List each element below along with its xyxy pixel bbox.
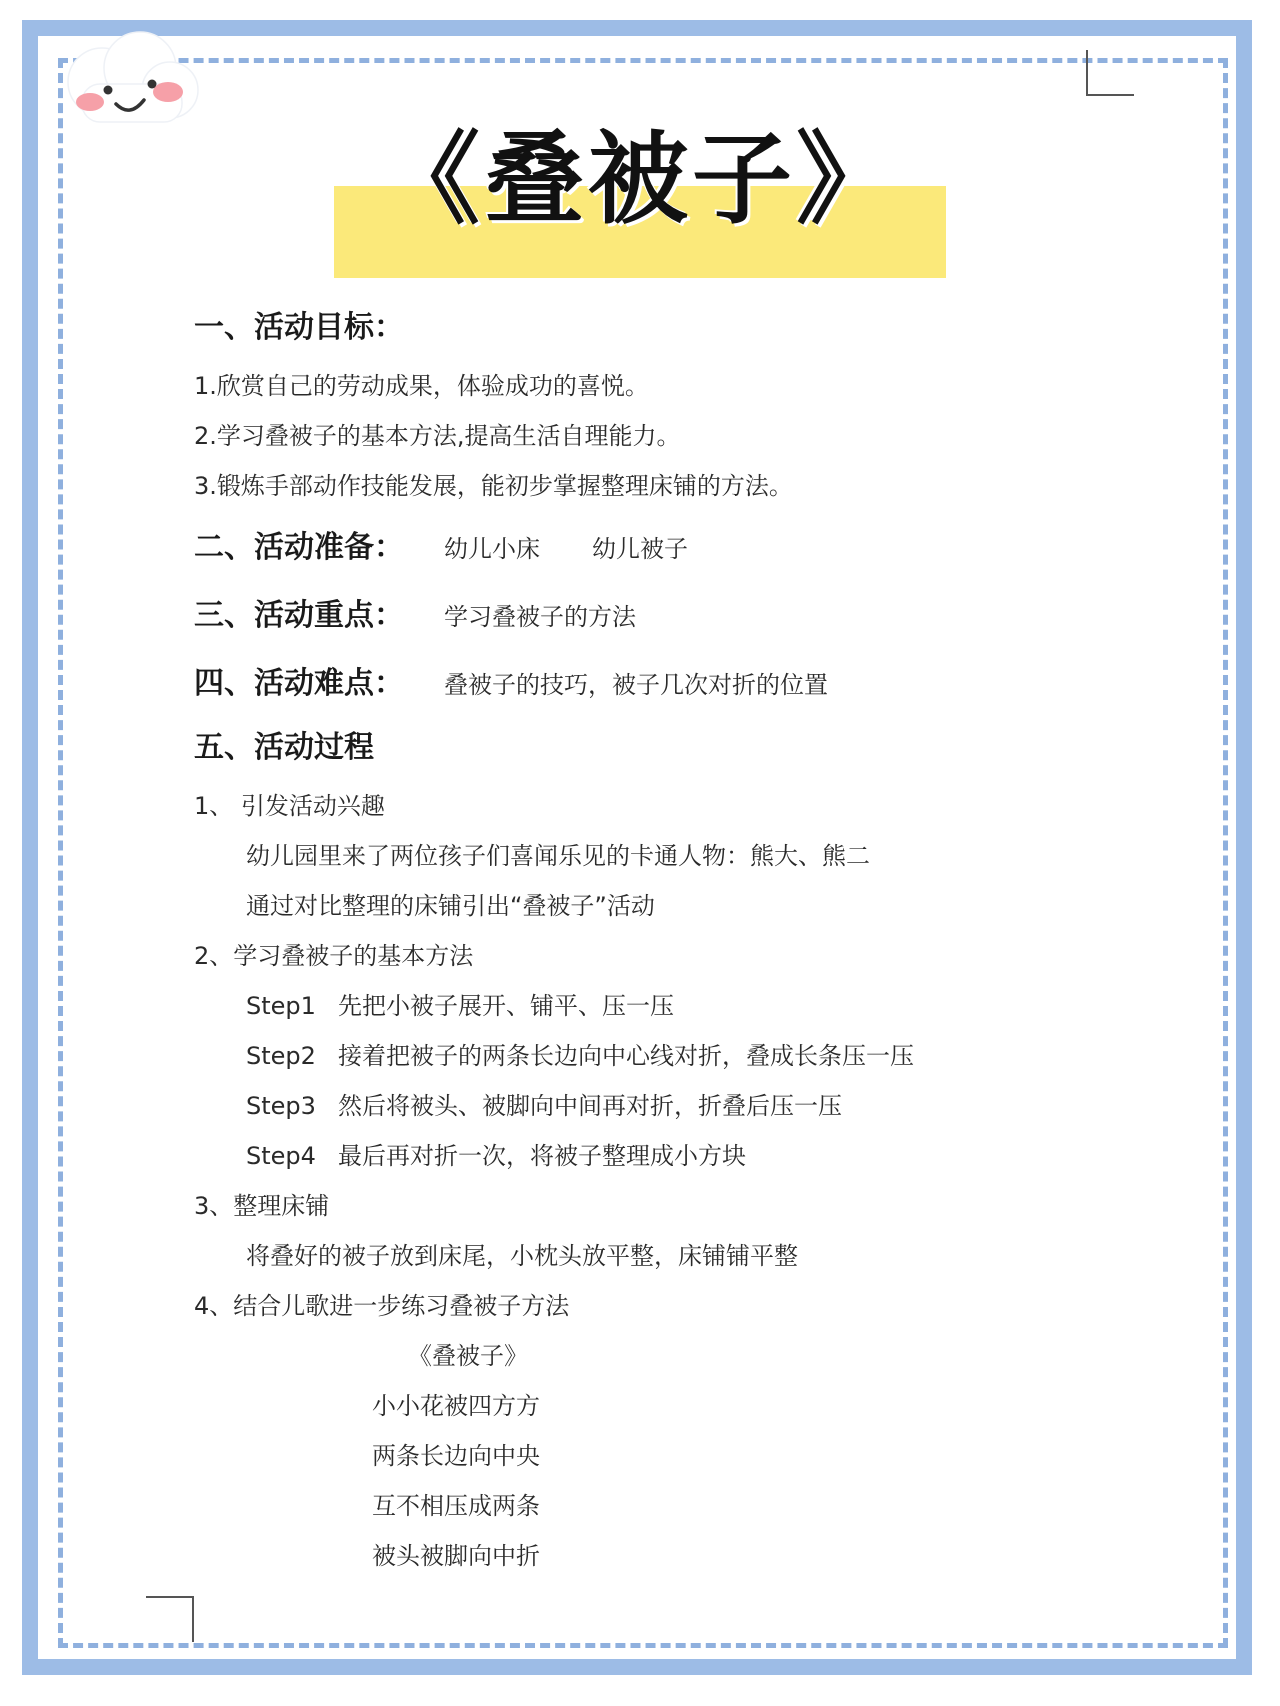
smiling-cloud-icon	[52, 20, 202, 140]
song-line: 被头被脚向中折	[372, 1542, 540, 1570]
preparation-item: 幼儿被子	[592, 535, 688, 563]
step-label: Step4	[246, 1142, 316, 1170]
process-text: 通过对比整理的床铺引出“叠被子”活动	[246, 892, 655, 920]
section-heading-difficulty: 四、活动难点：	[194, 666, 404, 701]
step-text: 先把小被子展开、铺平、压一压	[338, 992, 674, 1020]
process-text: 幼儿园里来了两位孩子们喜闻乐见的卡通人物：熊大、熊二	[246, 842, 870, 870]
section-row-difficulty	[194, 658, 828, 702]
process-step-title: 4、结合儿歌进一步练习叠被子方法	[194, 1292, 570, 1320]
step-text: 然后将被头、被脚向中间再对折，折叠后压一压	[338, 1092, 842, 1120]
goal-item: 1.欣赏自己的劳动成果，体验成功的喜悦。	[194, 372, 649, 400]
song-line: 小小花被四方方	[372, 1392, 540, 1420]
process-step-title: 2、学习叠被子的基本方法	[194, 942, 474, 970]
section-row-preparation	[194, 522, 688, 566]
section-heading-preparation: 二、活动准备：	[194, 530, 404, 565]
fold-step	[246, 1086, 842, 1121]
song-line: 互不相压成两条	[372, 1492, 540, 1520]
section-heading-process: 五、活动过程	[194, 730, 374, 765]
fold-step	[246, 986, 674, 1021]
step-text: 接着把被子的两条长边向中心线对折，叠成长条压一压	[338, 1042, 914, 1070]
fold-step	[246, 1036, 914, 1071]
goal-item: 3.锻炼手部动作技能发展，能初步掌握整理床铺的方法。	[194, 472, 793, 500]
corner-crop-mark-top-right	[1086, 50, 1134, 96]
difficulty-text: 叠被子的技巧，被子几次对折的位置	[444, 671, 828, 699]
step-text: 最后再对折一次，将被子整理成小方块	[338, 1142, 746, 1170]
goal-item: 2.学习叠被子的基本方法,提高生活自理能力。	[194, 422, 681, 450]
process-step-title: 1、 引发活动兴趣	[194, 792, 385, 820]
song-title: 《叠被子》	[408, 1342, 528, 1370]
section-heading-focus: 三、活动重点：	[194, 598, 404, 633]
fold-step	[246, 1136, 746, 1171]
step-label: Step1	[246, 992, 316, 1020]
process-text: 将叠好的被子放到床尾，小枕头放平整，床铺铺平整	[246, 1242, 798, 1270]
step-label: Step3	[246, 1092, 316, 1120]
step-label: Step2	[246, 1042, 316, 1070]
section-heading-goals: 一、活动目标：	[194, 310, 404, 345]
title-block	[334, 120, 946, 280]
focus-text: 学习叠被子的方法	[444, 603, 636, 631]
section-row-focus	[194, 590, 636, 634]
page-title: 《叠被子》	[380, 121, 900, 238]
process-step-title: 3、整理床铺	[194, 1192, 330, 1220]
preparation-item: 幼儿小床	[444, 535, 540, 563]
song-line: 两条长边向中央	[372, 1442, 540, 1470]
corner-crop-mark-bottom-left	[146, 1596, 194, 1642]
